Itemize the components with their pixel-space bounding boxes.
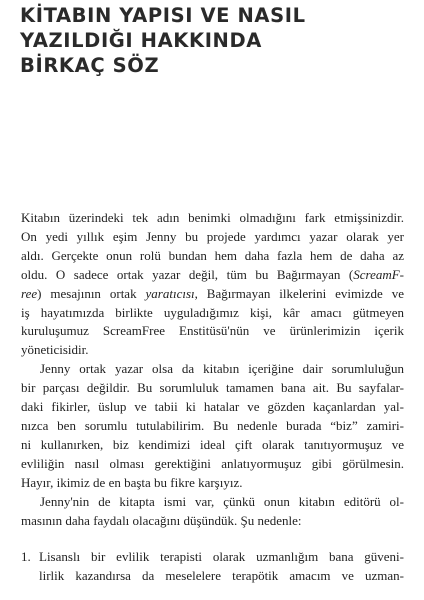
- paragraph-1: [21, 209, 404, 360]
- list-number: 1.: [21, 549, 31, 565]
- text-line: [21, 266, 404, 285]
- paragraph-2: [21, 360, 404, 492]
- spacer: [21, 530, 404, 548]
- text-run: Lisanslı bir evlilik terapisti olarak uzmanlığım bana güveni-: [39, 549, 404, 565]
- text-line: evliliğin nasıl olması gerektiğini anlatıyormuşuz gibi görülmesin.: [21, 455, 404, 471]
- text-line: Hayır, ikimiz de en başta bu fikre karşıyız.: [21, 474, 243, 490]
- heading-line-1: KİTABIN YAPISI VE NASIL: [20, 4, 306, 27]
- paragraph-3: [21, 493, 404, 531]
- text-run: , Bağırmayan ilkelerini evimizde ve: [194, 285, 404, 301]
- chapter-heading: [20, 3, 410, 78]
- text-line: On yedi yıllık eşim Jenny bu projede yardımcı yazar olarak yer: [21, 228, 404, 244]
- heading-line-3: BİRKAÇ SÖZ: [20, 54, 160, 77]
- text-line: aldı. Gerçekte onun rolü bundan hem daha fazla hem de daha az: [21, 247, 404, 263]
- text-line: yöneticisidir.: [21, 342, 89, 358]
- list-item: [21, 548, 404, 567]
- text-line: ni kullanırken, biz kendimizi ideal çift olarak tanıtıyormuşuz ve: [21, 436, 404, 452]
- text-line: Jenny'nin de kitapta ismi var, çünkü onun kitabın editörü ol-: [40, 493, 404, 509]
- numbered-list: [21, 548, 404, 586]
- text-run: ) mesajının ortak: [37, 285, 146, 301]
- text-line: Jenny ortak yazar olsa da kitabın içeriğine dair sorumluluğun: [40, 361, 404, 377]
- text-line: [21, 285, 404, 304]
- text-line: iş hayatımızda birlikte uyguladığımız kişi, kâr amacı gütmeyen: [21, 304, 404, 320]
- text-run: oldu. O sadece ortak yazar değil, tüm bu Bağırmayan (: [21, 266, 354, 282]
- italic-run: ScreamF-: [353, 266, 404, 282]
- body-text: [21, 209, 404, 586]
- text-line: lirlik kazandırsa da meselelere terapötik amacım ve uzman-: [39, 568, 404, 584]
- text-line: nızca ben sorumlu tutulabilirim. Bu nedenle burada “biz” zamiri-: [21, 417, 404, 433]
- heading-line-2: YAZILDIĞI HAKKINDA: [20, 29, 262, 52]
- italic-run: ree: [21, 285, 38, 301]
- text-line: masının daha faydalı olacağını düşündük. Şu nedenle:: [21, 512, 302, 528]
- italic-run: yaratıcısı: [145, 285, 195, 301]
- text-line: bir parçası değildir. Bu sorumluluk tamamen bana ait. Bu sayfalar-: [21, 380, 404, 396]
- text-line: kuruluşumuz ScreamFree Enstitüsü'nün ve ürünlerimizin içerik: [21, 323, 404, 339]
- text-line: daki fikirler, üslup ve tabii ki hatalar ve gözden kaçanlardan yal-: [21, 399, 404, 415]
- text-line: Kitabın üzerindeki tek adın benimki olmadığını fark etmişsinizdir.: [21, 210, 404, 225]
